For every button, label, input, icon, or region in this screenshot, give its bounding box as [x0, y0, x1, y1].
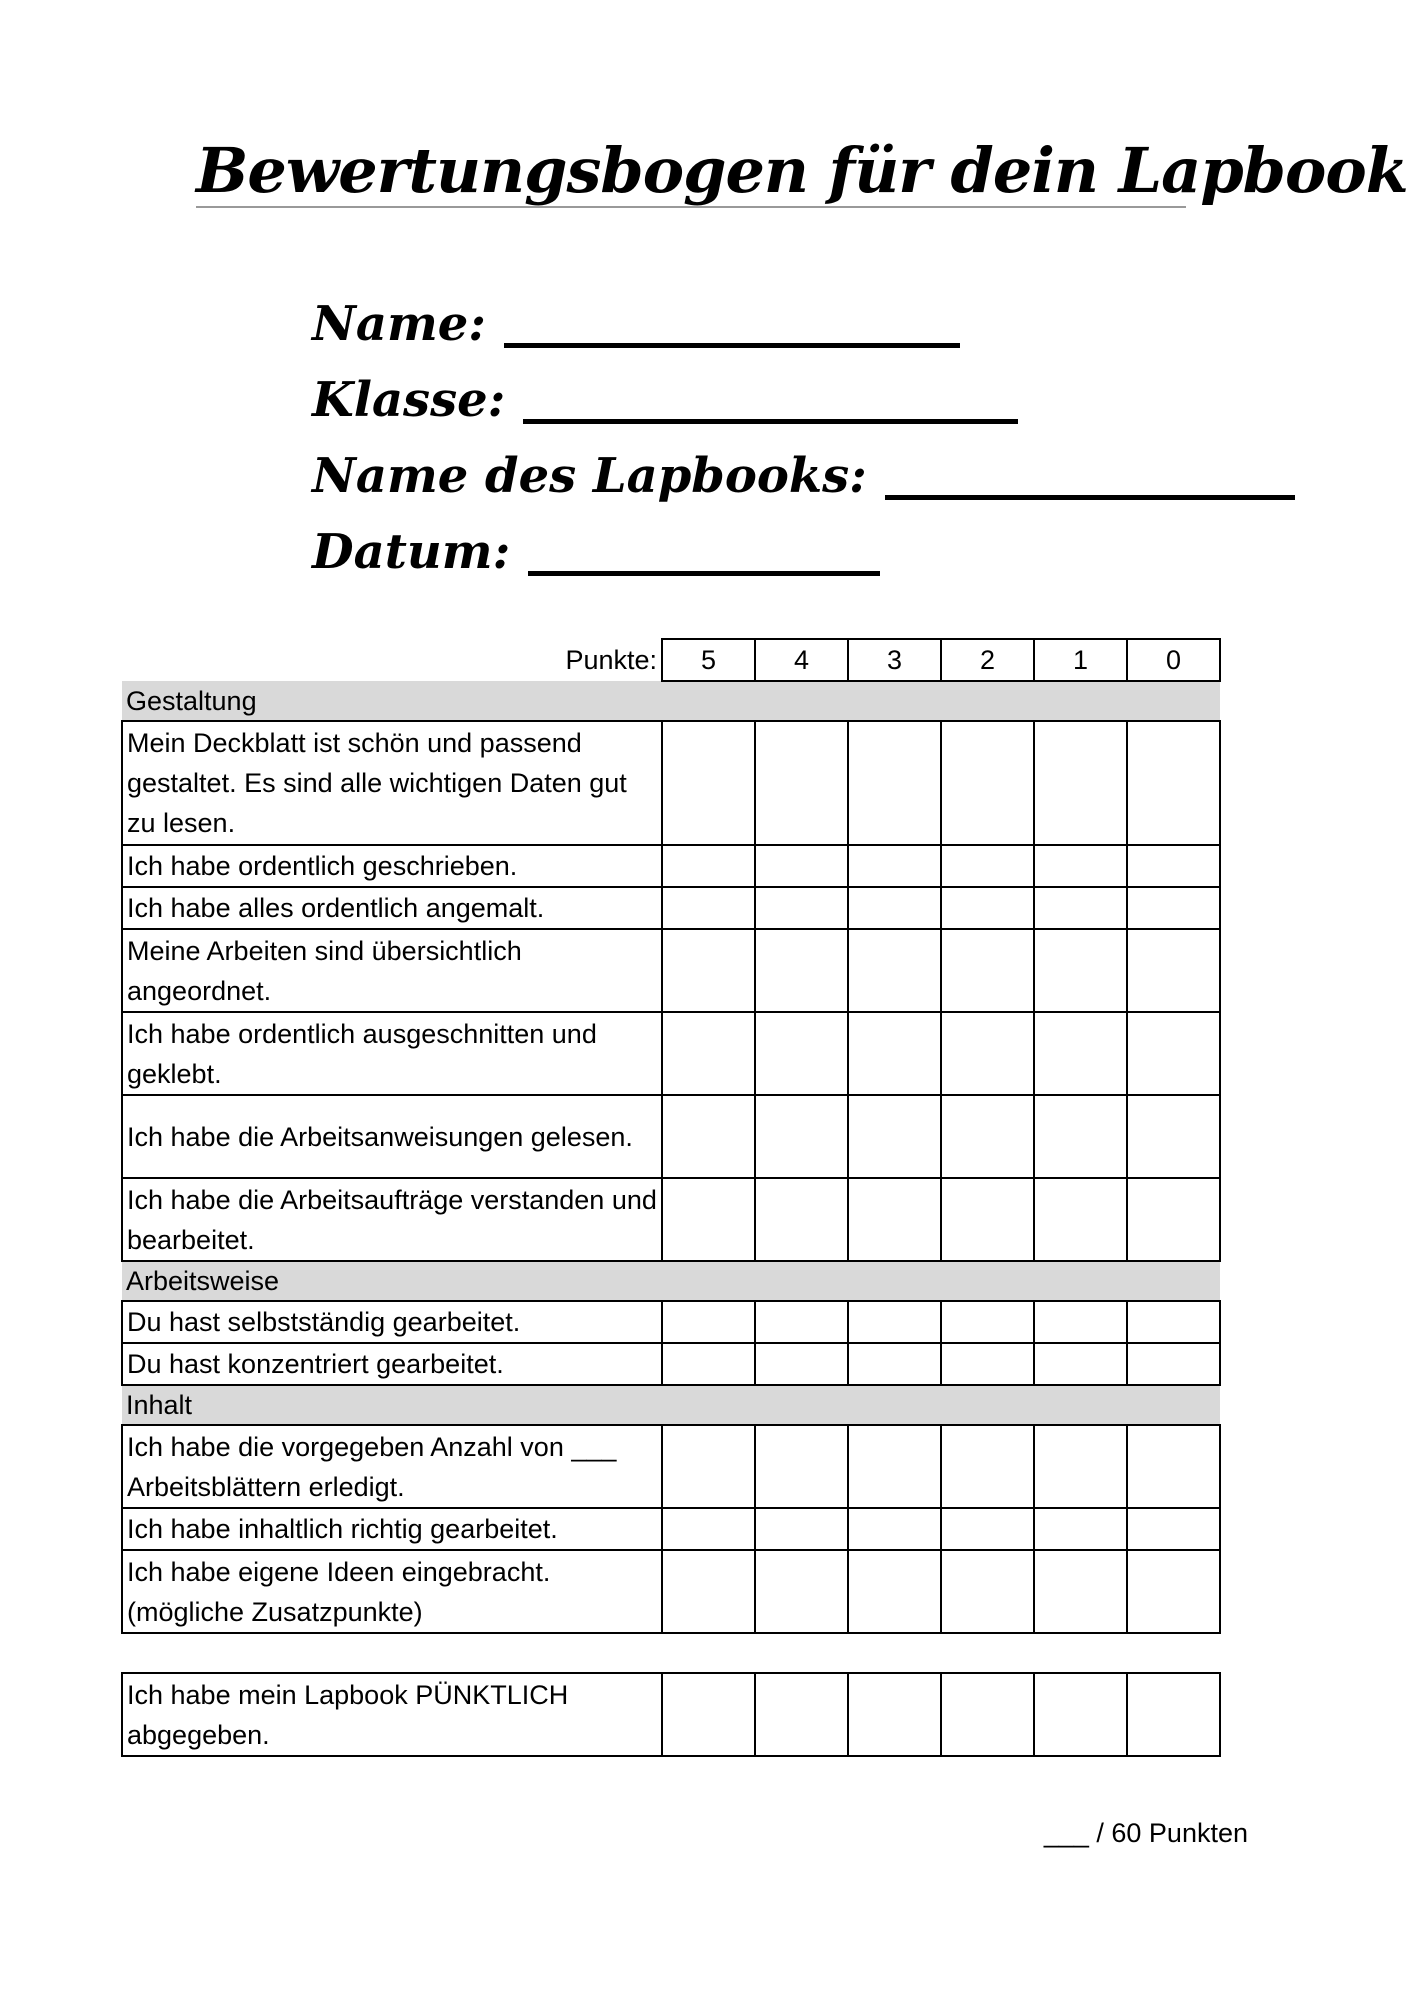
criterion-text: Ich habe die vorgegeben Anzahl von ___ Arbeitsblättern erledigt.	[122, 1425, 662, 1508]
score-cell[interactable]	[1034, 721, 1127, 845]
points-header-cell: 3	[848, 639, 941, 681]
criterion-text: Ich habe eigene Ideen eingebracht. (mögliche Zusatzpunkte)	[122, 1550, 662, 1633]
score-cell[interactable]	[755, 929, 848, 1012]
criterion-row	[122, 1178, 1220, 1261]
spacer	[122, 1633, 1220, 1673]
score-cell[interactable]	[941, 1343, 1034, 1385]
criterion-row	[122, 1550, 1220, 1633]
score-cell[interactable]	[1034, 1012, 1127, 1095]
score-cell[interactable]	[662, 1012, 755, 1095]
score-cell[interactable]	[1034, 887, 1127, 929]
score-cell[interactable]	[662, 1425, 755, 1508]
score-cell[interactable]	[941, 1425, 1034, 1508]
score-cell[interactable]	[848, 1178, 941, 1261]
score-cell[interactable]	[848, 721, 941, 845]
score-cell[interactable]	[941, 1673, 1034, 1756]
score-cell[interactable]	[848, 1425, 941, 1508]
score-cell[interactable]	[848, 1301, 941, 1343]
criterion-row	[122, 1425, 1220, 1508]
class-label: Klasse:	[312, 372, 506, 428]
score-cell[interactable]	[1034, 1343, 1127, 1385]
score-cell[interactable]	[1034, 1550, 1127, 1633]
score-cell[interactable]	[755, 1178, 848, 1261]
criterion-text: Ich habe ordentlich ausgeschnitten und geklebt.	[122, 1012, 662, 1095]
score-cell[interactable]	[941, 887, 1034, 929]
score-cell[interactable]	[662, 929, 755, 1012]
score-cell[interactable]	[662, 1178, 755, 1261]
score-cell[interactable]	[1034, 1178, 1127, 1261]
criterion-row	[122, 929, 1220, 1012]
points-header-row	[122, 639, 1220, 681]
score-cell[interactable]	[662, 1508, 755, 1550]
page-title: Bewertungsbogen für dein Lapbook	[196, 134, 1408, 207]
score-cell[interactable]	[941, 1178, 1034, 1261]
class-field	[312, 372, 1018, 428]
points-header-cell: 2	[941, 639, 1034, 681]
score-cell[interactable]	[1127, 1425, 1220, 1508]
criterion-text: Ich habe inhaltlich richtig gearbeitet.	[122, 1508, 662, 1550]
lapbook-name-field	[312, 448, 1295, 504]
score-cell[interactable]	[755, 1095, 848, 1178]
score-cell[interactable]	[755, 721, 848, 845]
score-cell[interactable]	[1127, 845, 1220, 887]
rating-table	[121, 638, 1221, 1757]
score-cell[interactable]	[755, 1301, 848, 1343]
criterion-text: Mein Deckblatt ist schön und passend gestaltet. Es sind alle wichtigen Daten gut zu lesen.	[122, 721, 662, 845]
points-header-cell: 4	[755, 639, 848, 681]
score-cell[interactable]	[941, 1301, 1034, 1343]
date-label: Datum:	[312, 524, 511, 580]
score-cell[interactable]	[1127, 1095, 1220, 1178]
score-cell[interactable]	[1034, 1425, 1127, 1508]
points-label: Punkte:	[565, 645, 657, 675]
score-cell[interactable]	[848, 1550, 941, 1633]
score-cell[interactable]	[1127, 1673, 1220, 1756]
criterion-row	[122, 845, 1220, 887]
criterion-row	[122, 721, 1220, 845]
score-cell[interactable]	[662, 721, 755, 845]
section-header-row	[122, 681, 1220, 721]
score-cell[interactable]	[941, 1508, 1034, 1550]
name-field	[312, 296, 960, 352]
criterion-text: Ich habe alles ordentlich angemalt.	[122, 887, 662, 929]
score-cell[interactable]	[1127, 1550, 1220, 1633]
name-label: Name:	[312, 296, 487, 352]
score-cell[interactable]	[755, 1673, 848, 1756]
class-line[interactable]	[523, 381, 1018, 424]
score-cell[interactable]	[848, 1012, 941, 1095]
score-cell[interactable]	[662, 845, 755, 887]
criterion-row	[122, 887, 1220, 929]
score-cell[interactable]	[941, 1095, 1034, 1178]
date-field	[312, 524, 880, 580]
score-cell[interactable]	[755, 845, 848, 887]
criterion-text: Ich habe ordentlich geschrieben.	[122, 845, 662, 887]
score-cell[interactable]	[755, 887, 848, 929]
score-cell[interactable]	[848, 1508, 941, 1550]
score-cell[interactable]	[1034, 1508, 1127, 1550]
score-cell[interactable]	[662, 1343, 755, 1385]
score-cell[interactable]	[941, 929, 1034, 1012]
score-cell[interactable]	[1127, 1508, 1220, 1550]
score-cell[interactable]	[1127, 1178, 1220, 1261]
criterion-row	[122, 1301, 1220, 1343]
score-cell[interactable]	[1127, 721, 1220, 845]
score-cell[interactable]	[941, 1550, 1034, 1633]
criterion-row	[122, 1508, 1220, 1550]
name-line[interactable]	[504, 305, 960, 348]
lapbook-name-line[interactable]	[885, 457, 1295, 500]
score-cell[interactable]	[755, 1012, 848, 1095]
score-cell[interactable]	[1127, 929, 1220, 1012]
criterion-text: Ich habe die Arbeitsanweisungen gelesen.	[122, 1095, 662, 1178]
points-header-cell: 5	[662, 639, 755, 681]
lapbook-name-label: Name des Lapbooks:	[312, 448, 867, 504]
score-cell[interactable]	[662, 1301, 755, 1343]
criterion-text: Ich habe die Arbeitsaufträge verstanden und bearbeitet.	[122, 1178, 662, 1261]
score-cell[interactable]	[755, 1343, 848, 1385]
criterion-text: Meine Arbeiten sind übersichtlich angeordnet.	[122, 929, 662, 1012]
score-cell[interactable]	[941, 721, 1034, 845]
date-line[interactable]	[528, 533, 880, 576]
score-cell[interactable]	[1127, 1012, 1220, 1095]
score-cell[interactable]	[1127, 1301, 1220, 1343]
criterion-row	[122, 1095, 1220, 1178]
score-cell[interactable]	[1034, 1673, 1127, 1756]
score-cell[interactable]	[848, 1343, 941, 1385]
criterion-row	[122, 1012, 1220, 1095]
section-title-inhalt: Inhalt	[122, 1385, 1220, 1425]
section-title-arbeitsweise: Arbeitsweise	[122, 1261, 1220, 1301]
score-cell[interactable]	[1034, 929, 1127, 1012]
section-header-row	[122, 1261, 1220, 1301]
score-cell[interactable]	[662, 887, 755, 929]
score-cell[interactable]	[848, 845, 941, 887]
score-cell[interactable]	[662, 1550, 755, 1633]
score-cell[interactable]	[662, 1673, 755, 1756]
total-score: ___ / 60 Punkten	[1043, 1818, 1248, 1848]
score-cell[interactable]	[848, 1673, 941, 1756]
score-cell[interactable]	[1127, 887, 1220, 929]
score-cell[interactable]	[941, 1012, 1034, 1095]
criterion-text: Du hast konzentriert gearbeitet.	[122, 1343, 662, 1385]
score-cell[interactable]	[848, 1095, 941, 1178]
score-cell[interactable]	[662, 1095, 755, 1178]
score-cell[interactable]	[1034, 1095, 1127, 1178]
section-header-row	[122, 1385, 1220, 1425]
criterion-text: Du hast selbstständig gearbeitet.	[122, 1301, 662, 1343]
section-title-gestaltung: Gestaltung	[122, 681, 1220, 721]
spacer-row	[122, 1633, 1220, 1673]
score-cell[interactable]	[1034, 1301, 1127, 1343]
score-cell[interactable]	[755, 1508, 848, 1550]
score-cell[interactable]	[755, 1425, 848, 1508]
punctuality-criterion-text: Ich habe mein Lapbook PÜNKTLICH abgegeben.	[122, 1673, 662, 1756]
score-cell[interactable]	[848, 887, 941, 929]
score-cell[interactable]	[1127, 1343, 1220, 1385]
points-header-cell: 1	[1034, 639, 1127, 681]
criterion-row	[122, 1673, 1220, 1756]
score-cell[interactable]	[848, 929, 941, 1012]
score-cell[interactable]	[1034, 845, 1127, 887]
score-cell[interactable]	[755, 1550, 848, 1633]
points-header-cell: 0	[1127, 639, 1220, 681]
criterion-row	[122, 1343, 1220, 1385]
score-cell[interactable]	[941, 845, 1034, 887]
